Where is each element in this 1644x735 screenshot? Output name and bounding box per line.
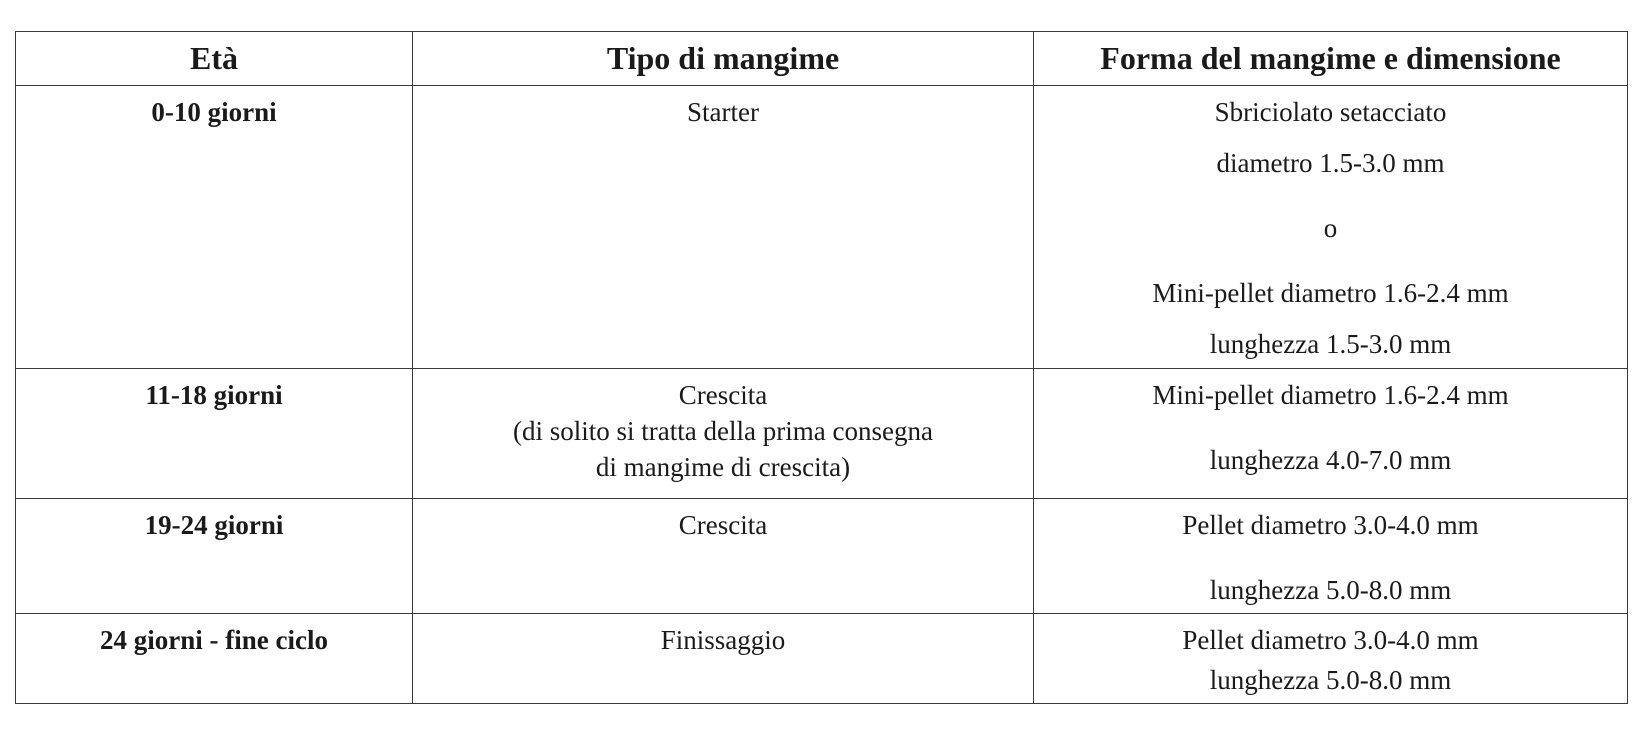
feed-form-cell (1034, 86, 1628, 369)
feed-form-line: lunghezza 5.0-8.0 mm (1209, 665, 1452, 695)
feed-form-cell (1034, 369, 1628, 499)
header-row (16, 32, 1628, 86)
feed-type-line: (di solito si tratta della prima consegna (513, 416, 933, 446)
feed-form-line: Pellet diametro 3.0-4.0 mm (1182, 510, 1479, 540)
feed-type-line: Crescita (678, 510, 768, 540)
table-row (16, 614, 1628, 704)
feed-type-line: Starter (687, 97, 759, 127)
feed-type-cell (413, 614, 1034, 704)
feed-form-line: Mini-pellet diametro 1.6-2.4 mm (1152, 380, 1509, 410)
feed-form-line: diametro 1.5-3.0 mm (1216, 148, 1445, 178)
feeding-table-container (15, 31, 1628, 704)
header-age: Età (16, 32, 413, 86)
feed-form-line: o (1323, 213, 1338, 243)
feed-type-cell (413, 369, 1034, 499)
feed-form-line: Pellet diametro 3.0-4.0 mm (1182, 625, 1479, 655)
feed-form-cell (1034, 614, 1628, 704)
feed-form-line: lunghezza 1.5-3.0 mm (1209, 329, 1452, 359)
feed-type-line: Crescita (678, 380, 768, 410)
feed-type-line: di mangime di crescita) (595, 452, 851, 482)
header-feed-type: Tipo di mangime (413, 32, 1034, 86)
feed-type-line: Finissaggio (660, 625, 786, 655)
feed-form-line: Sbriciolato setacciato (1214, 97, 1447, 127)
age-cell: 11-18 giorni (16, 369, 413, 499)
feed-form-line: lunghezza 4.0-7.0 mm (1209, 445, 1452, 475)
header-feed-form: Forma del mangime e dimensione (1034, 32, 1628, 86)
table-row (16, 499, 1628, 614)
age-cell: 0-10 giorni (16, 86, 413, 369)
feed-form-cell (1034, 499, 1628, 614)
feed-type-cell (413, 86, 1034, 369)
feed-form-line: Mini-pellet diametro 1.6-2.4 mm (1152, 278, 1509, 308)
feed-type-cell (413, 499, 1034, 614)
age-cell: 24 giorni - fine ciclo (16, 614, 413, 704)
feed-form-line: lunghezza 5.0-8.0 mm (1209, 575, 1452, 605)
feeding-table (15, 31, 1628, 704)
table-row (16, 369, 1628, 499)
table-row (16, 86, 1628, 369)
age-cell: 19-24 giorni (16, 499, 413, 614)
